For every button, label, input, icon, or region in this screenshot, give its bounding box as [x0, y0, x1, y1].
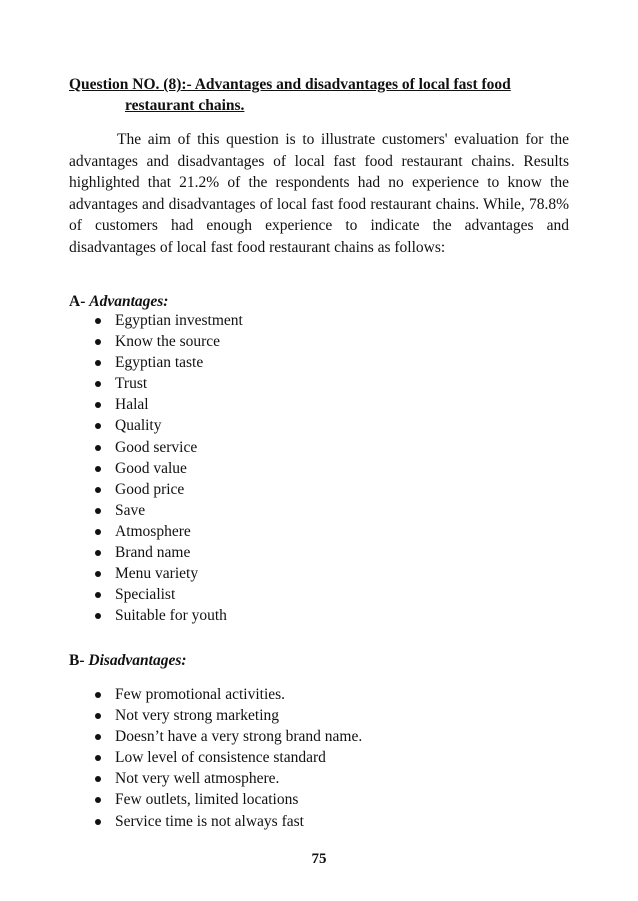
list-item — [69, 747, 569, 768]
list-item — [69, 768, 569, 789]
list-item — [69, 479, 569, 500]
list-item-text: Brand name — [115, 544, 191, 562]
list-item-text: Halal — [115, 396, 149, 414]
advantages-title: Advantages: — [89, 293, 169, 310]
bullet-icon — [95, 755, 101, 761]
disadvantages-title: Disadvantages: — [88, 652, 187, 669]
bullet-icon — [95, 402, 101, 408]
advantages-list — [69, 310, 569, 626]
question-heading — [69, 74, 569, 116]
list-item-text: Know the source — [115, 333, 221, 351]
bullet-icon — [95, 592, 101, 598]
list-item-text: Egyptian investment — [115, 312, 243, 329]
list-item — [69, 605, 569, 626]
bullet-icon — [95, 339, 101, 345]
list-item — [69, 584, 569, 605]
list-item-text: Quality — [115, 417, 162, 435]
bullet-icon — [95, 692, 101, 698]
list-item — [69, 705, 569, 726]
page-number: 75 — [311, 851, 327, 867]
list-item — [69, 373, 569, 394]
list-item — [69, 310, 569, 331]
list-item-text: Save — [115, 501, 146, 519]
list-item — [69, 563, 569, 584]
heading-line-2: restaurant chains. — [125, 97, 245, 114]
list-item — [69, 394, 569, 415]
bullet-icon — [95, 508, 101, 514]
list-item-text: Suitable for youth — [115, 607, 227, 625]
heading-line-1: Question NO. (8):- Advantages and disadvantages of local fast food — [69, 76, 511, 93]
bullet-icon — [95, 613, 101, 619]
list-item-text: Not very well atmosphere. — [115, 770, 280, 788]
bullet-icon — [95, 445, 101, 451]
bullet-icon — [95, 571, 101, 577]
list-item-text: Low level of consistence standard — [115, 749, 326, 767]
list-item-text: Menu variety — [115, 565, 199, 583]
bullet-icon — [95, 529, 101, 535]
list-item-text: Atmosphere — [115, 522, 191, 540]
bullet-icon — [95, 423, 101, 429]
bullet-icon — [95, 713, 101, 719]
disadvantages-list — [69, 684, 569, 832]
list-item — [69, 437, 569, 458]
list-item-text: Not very strong marketing — [115, 707, 280, 725]
disadvantages-heading — [69, 650, 187, 671]
list-item — [69, 542, 569, 563]
disadvantages-prefix: B- — [69, 652, 85, 669]
list-item — [69, 500, 569, 521]
advantages-prefix: A- — [69, 293, 86, 310]
list-item — [69, 684, 569, 705]
bullet-icon — [95, 797, 101, 803]
list-item-text: Service time is not always fast — [115, 812, 304, 830]
list-item-text: Doesn’t have a very strong brand name. — [115, 728, 363, 746]
bullet-icon — [95, 466, 101, 472]
bullet-icon — [95, 360, 101, 366]
list-item — [69, 352, 569, 373]
bullet-icon — [95, 819, 101, 825]
list-item — [69, 521, 569, 542]
list-item-text: Few promotional activities. — [115, 686, 286, 703]
list-item — [69, 415, 569, 436]
advantages-heading — [69, 291, 168, 312]
bullet-icon — [95, 487, 101, 493]
bullet-icon — [95, 550, 101, 556]
list-item-text: Egyptian taste — [115, 354, 204, 372]
list-item — [69, 458, 569, 479]
list-item-text: Few outlets, limited locations — [115, 791, 299, 809]
list-item-text: Good value — [115, 459, 187, 477]
list-item-text: Good price — [115, 480, 185, 498]
bullet-icon — [95, 381, 101, 387]
list-item-text: Trust — [115, 375, 148, 393]
bullet-icon — [95, 734, 101, 740]
list-item — [69, 789, 569, 810]
list-item — [69, 811, 569, 832]
bullet-icon — [95, 318, 101, 324]
bullet-icon — [95, 776, 101, 782]
list-item-text: Specialist — [115, 586, 176, 604]
list-item — [69, 726, 569, 747]
list-item — [69, 331, 569, 352]
list-item-text: Good service — [115, 438, 198, 456]
intro-paragraph: The aim of this question is to illustrate customers' evaluation for the advantages and disadvantages of local fast food restaurant chains. Results highlighted that 21.2% of the respondents had no experience to know the advantages and disadvantages of local fast food restaurant chains. While, 78.8% of customers had enough experience to indicate the advantages and disadvantages of local fast food restaurant chains as follows: — [69, 131, 569, 256]
